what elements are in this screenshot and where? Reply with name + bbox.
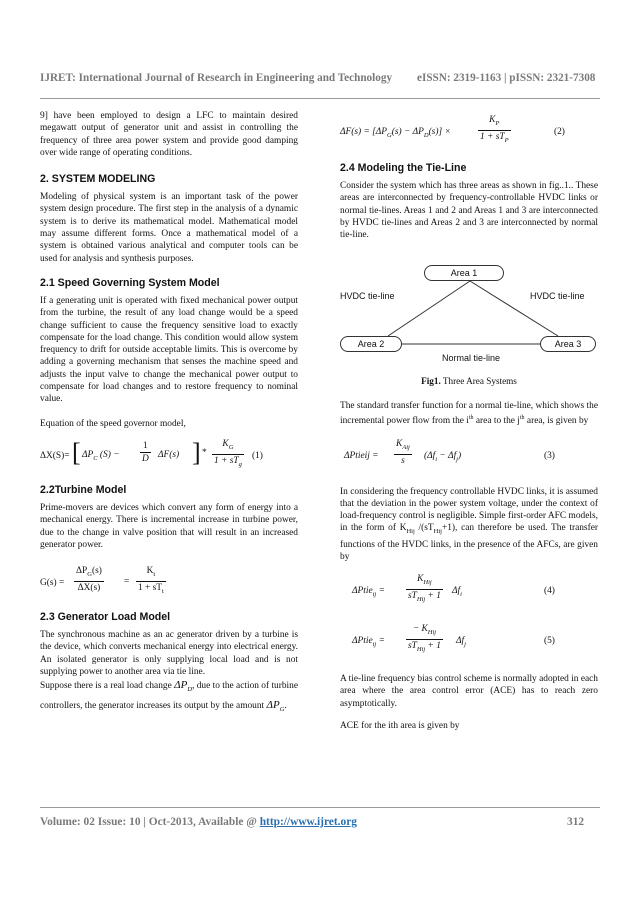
hvdc-afc-text: In considering the frequency controllable HVDC links, it is assumed that the deviation in the power system voltage, under the context of load-frequency control is negligible. Simple first-order AFC models, in the form of $K_{Hij}$ $/(sT_{Hij}+1)$, can therefore be used. The transfer functions of the HVDC links, in the presence of the AFCs, are given by <box>340 486 598 562</box>
section-2-3-text-2: Suppose there is a real load change $\Delta P_D$, due to the action of turbine controllers, the generator increases its output by the amount $\Delta P_G$. <box>40 679 299 713</box>
area-3-node: Area 3 <box>540 336 596 352</box>
hvdc-line-1-2 <box>388 281 470 336</box>
equation-3-number: (3) <box>544 450 555 461</box>
three-area-diagram <box>340 253 598 373</box>
area-1-node: Area 1 <box>424 265 504 281</box>
section-2-title: 2. SYSTEM MODELING <box>40 173 156 186</box>
equation-1-number: (1) <box>252 450 263 461</box>
hvdc-right-label: HVDC tie-line <box>530 291 585 302</box>
section-2-2-text: Prime-movers are devices which convert any form of energy into a mechanical energy. There is incremental increase in turbine power, due to the change in valve position that will result in an increased generator power. <box>40 502 298 550</box>
equation-1: ΔX(S)= [ $\Delta P_C$ (S) − $\frac{1}{D}$ ΔF(s) ] * $K_G$ $1 + sT_g$ (1) <box>40 437 263 468</box>
ace-text: ACE for the ith area is given by <box>340 721 460 732</box>
header-rule <box>40 98 600 99</box>
equation-4-number: (4) <box>544 586 555 597</box>
page-number: 312 <box>567 816 585 828</box>
left-column <box>40 110 298 717</box>
footer-rule <box>40 807 600 808</box>
equation-2-number: (2) <box>554 127 565 137</box>
area-2-node: Area 2 <box>340 336 402 352</box>
equation-3: ΔPtieij = $K_{Aij}$ s $(\Delta f_i - \Delta f_j)$ (3) <box>344 438 555 466</box>
page-header <box>40 72 600 84</box>
normal-tie-line-label: Normal tie-line <box>442 353 501 364</box>
hvdc-left-label: HVDC tie-line <box>340 291 395 302</box>
governor-equation-intro: Equation of the speed governor model, <box>40 418 186 429</box>
page-footer <box>40 816 600 828</box>
section-2-4-title: 2.4 Modeling the Tie-Line <box>340 162 467 174</box>
volume-info: Volume: 02 Issue: 10 | Oct-2013, Available @ <box>40 816 260 828</box>
transfer-function-text: The standard transfer function for a normal tie-line, which shows the incremental power flow from the $i^{th}$ area to the $j^{th}$ area, is given by <box>340 400 598 427</box>
equation-5: ΔPtie$_{ij}$ = − $K_{Hij}$ $sT_{Hij} + 1$ $\Delta f_j$ (5) <box>352 624 555 654</box>
section-2-4-text: Consider the system which has three areas as shown in fig..1.. These areas are interconnected by frequency-controllable HVDC links or normal tie-lines. Areas 1 and 2 and Areas 1 and 3 are interconnected by HVDC tie-lines and Areas 2 and 3 are interconnected by normal tie-line. <box>340 181 598 241</box>
section-2-2-title: 2.2Turbine Model <box>40 483 127 496</box>
section-2-text: Modeling of physical system is an important task of the power system design procedure. The first step in the analysis of a dynamic system is to derive its mathematical model. Mathematical model may assume different forms. Once a mathematical model of a system is obtained various analytical and computer tools can be used for analysis and synthesis purposes. <box>40 192 298 264</box>
figure-caption: Fig1. Three Area Systems <box>421 376 517 387</box>
equation-1-lhs: ΔX(S)= <box>40 450 70 461</box>
section-2-3-title: 2.3 Generator Load Model <box>40 611 171 624</box>
journal-link[interactable]: http://www.ijret.org <box>259 816 357 828</box>
turbine-equation: G(s) = $\Delta P_G(s)$ ΔX(s) = $K_t$ $1 + sT_t$ <box>40 566 164 596</box>
bias-control-text: A tie-line frequency bias control scheme is normally adopted in each area where the area control error (ACE) has to reach zero asymptotically. <box>340 674 598 709</box>
section-2-3-text: The synchronous machine as an ac generator driven by a turbine is the device, which converts mechanical energy into electrical energy. An isolated generator is only supplying local load and is not supplying power to another area via tie line. <box>40 630 298 678</box>
turbine-equation-lhs: G(s) = <box>40 578 65 589</box>
issn: eISSN: 2319-1163 | pISSN: 2321-7308 <box>417 72 596 84</box>
journal-title: IJRET: International Journal of Research in Engineering and Technology <box>40 72 393 84</box>
equation-4: ΔPtie$_{ij}$ = $K_{Hij}$ $sT_{Hij} + 1$ $\Delta f_i$ (4) <box>352 574 555 604</box>
section-2-1-title: 2.1 Speed Governing System Model <box>40 276 220 289</box>
section-2-1-text: If a generating unit is operated with fixed mechanical power output from the turbine, the result of any load change would be a speed change sufficient to cause the frequency sensitive load to exactly compensate for the load change. This condition would allow system frequency to drift for outside acceptable limits. This is overcome by adding a governing mechanism that senses the machine speed and adjusts the input valve to change the mechanical power output to compensate for load changes and to restore frequency to nominal value. <box>40 295 298 405</box>
intro-paragraph: 9] have been employed to design a LFC to maintain desired megawatt output of generator unit and assist in controlling the frequency of three area power system and provide good damping over wide range of operating conditions. <box>40 111 298 158</box>
equation-5-number: (5) <box>544 636 555 647</box>
equation-2: $\Delta F(s) = [\Delta P_G(s) - \Delta P_D(s)]$ × $K_P$ $1 + sT_P$ (2) <box>340 115 565 145</box>
right-column <box>340 110 598 732</box>
